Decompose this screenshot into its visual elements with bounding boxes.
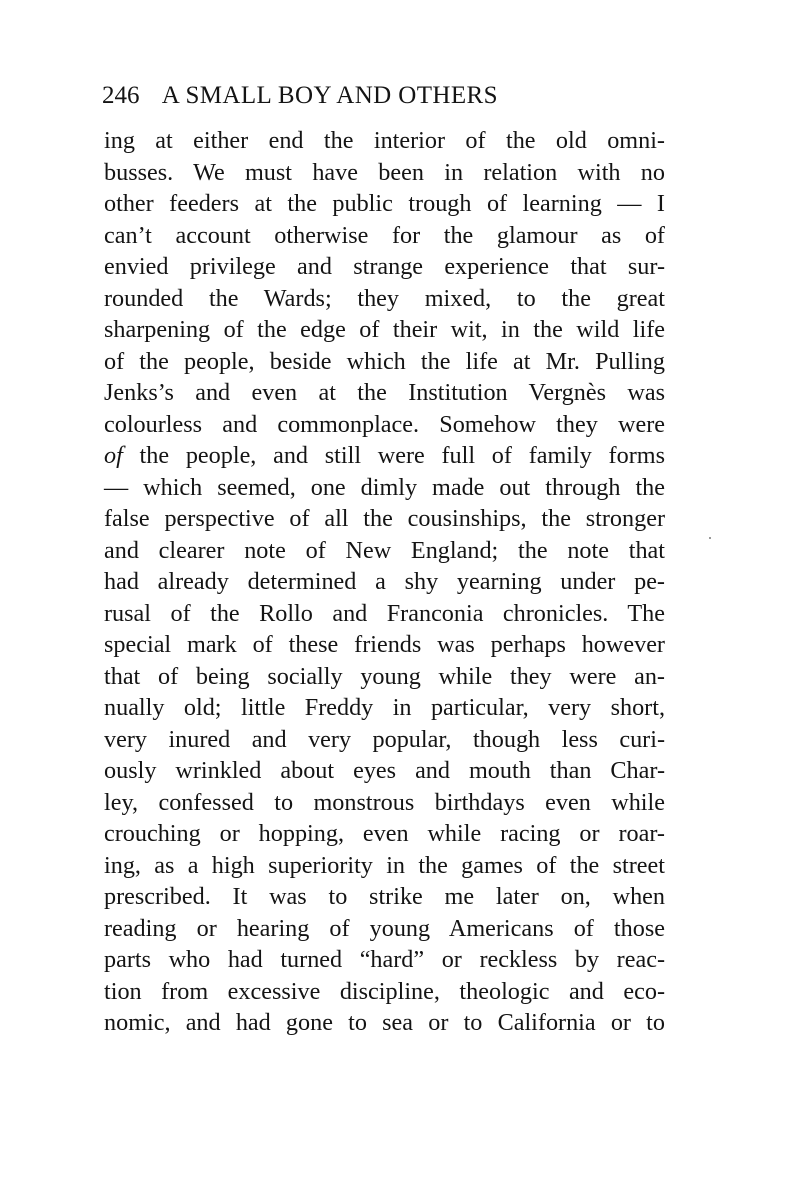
text-line: and clearer note of New England; the note that bbox=[104, 536, 665, 564]
running-head bbox=[102, 80, 662, 112]
text-line: other feeders at the public trough of learning — I bbox=[104, 190, 665, 217]
text-line: ing at either end the interior of the old omni- bbox=[104, 127, 665, 154]
text-line: ously wrinkled about eyes and mouth than Char- bbox=[104, 757, 665, 784]
text-line: crouching or hopping, even while racing or roar- bbox=[104, 820, 665, 847]
text-line: tion from excessive discipline, theologic and eco- bbox=[104, 977, 665, 1005]
text-line: envied privilege and strange experience that sur- bbox=[104, 253, 665, 280]
text-line: reading or hearing of young Americans of those bbox=[104, 914, 665, 942]
text-line: busses. We must have been in relation with no bbox=[104, 158, 665, 186]
text-line: had already determined a shy yearning under pe- bbox=[104, 568, 665, 595]
text-line: very inured and very popular, though less curi- bbox=[104, 725, 665, 753]
text-line bbox=[104, 440, 665, 472]
text-line: can’t account otherwise for the glamour as of bbox=[104, 221, 665, 249]
italic-word: of bbox=[104, 442, 123, 469]
line-rest: the people, and still were full of family forms bbox=[122, 442, 665, 469]
body-text bbox=[104, 125, 665, 1039]
text-line: nomic, and had gone to sea or to California or to bbox=[104, 1009, 665, 1036]
text-line: nually old; little Freddy in particular, very short, bbox=[104, 694, 665, 721]
text-line: prescribed. It was to strike me later on, when bbox=[104, 883, 665, 910]
text-line: rounded the Wards; they mixed, to the great bbox=[104, 284, 665, 312]
scan-speck bbox=[709, 537, 711, 539]
text-line: — which seemed, one dimly made out through the bbox=[104, 473, 665, 501]
text-line: that of being socially young while they were an- bbox=[104, 662, 665, 690]
text-line: special mark of these friends was perhaps however bbox=[104, 631, 665, 658]
running-title: A SMALL BOY AND OTHERS bbox=[161, 82, 498, 109]
text-line: ing, as a high superiority in the games of the street bbox=[104, 851, 665, 879]
page-number: 246 bbox=[102, 82, 140, 109]
text-line: rusal of the Rollo and Franconia chronicles. The bbox=[104, 599, 665, 627]
text-line: false perspective of all the cousinships, the stronger bbox=[104, 505, 665, 532]
text-line: parts who had turned “hard” or reckless by reac- bbox=[104, 946, 665, 973]
text-line: sharpening of the edge of their wit, in the wild life bbox=[104, 316, 665, 343]
text-line: of the people, beside which the life at Mr. Pulling bbox=[104, 347, 665, 375]
text-line: colourless and commonplace. Somehow they were bbox=[104, 410, 665, 438]
text-line: Jenks’s and even at the Institution Vergnès was bbox=[104, 379, 665, 406]
text-line: ley, confessed to monstrous birthdays even while bbox=[104, 788, 665, 816]
